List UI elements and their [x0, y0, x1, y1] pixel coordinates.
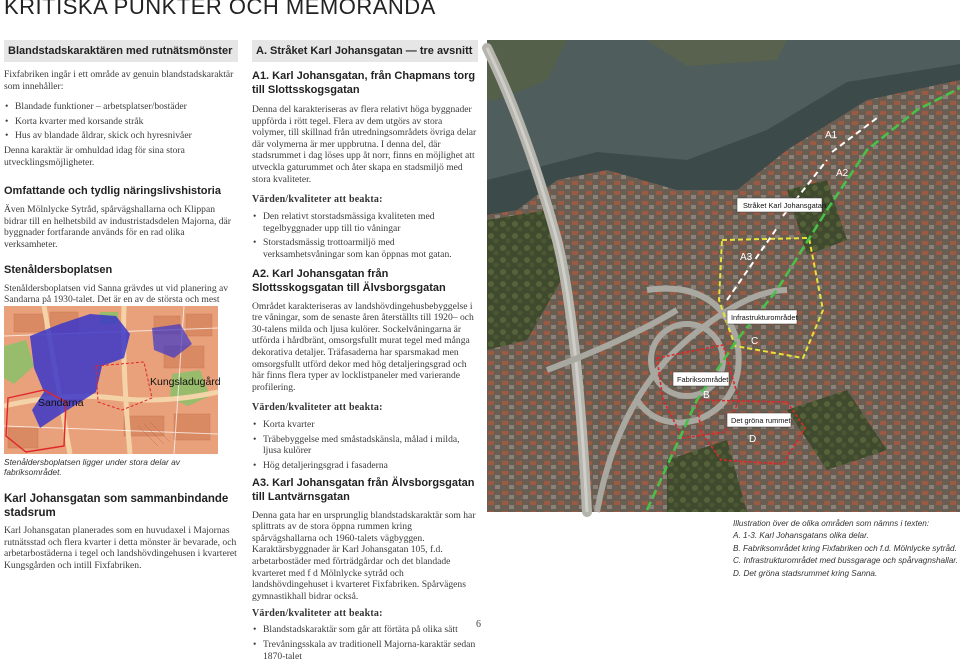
aerial-caption-line: Illustration över de olika områden som nämns i texten: [733, 519, 930, 528]
left-bullet-list [4, 101, 238, 142]
a3-bullet: • Trevåningsskala av traditionell Majorna-karaktär sedan 1870-talet [252, 639, 478, 662]
section-title-karl-johansgatan: Karl Johansgatan som sammanbindande stadsrum [4, 493, 229, 519]
a2-quality-heading: Värden/kvaliteter att beakta: [252, 402, 383, 414]
aerial-photo-graphic [487, 40, 960, 512]
left-bullet: • Korta kvarter med korsande stråk [4, 116, 238, 128]
left-column [4, 40, 238, 317]
left-bullet: • Hus av blandade åldrar, skick och hyresnivåer [4, 130, 238, 142]
map-label-kungsladugard: Kungsladugård [150, 376, 221, 388]
a2-bullet-list [252, 419, 478, 471]
label-straket: Stråket Karl Johansgatan [743, 201, 826, 210]
section-title-naringsliv: Omfattande och tydlig näringslivshistoria [4, 185, 221, 198]
map-caption: Stenåldersboplatsen ligger under stora delar av fabriksområdet. [4, 457, 180, 477]
a3-bullet: • Blandstadskaraktär som går att förtäta på olika sätt [252, 624, 478, 636]
section-title-stenalder: Stenåldersboplatsen [4, 263, 113, 276]
a2-bullet: • Hög detaljeringsgrad i fasaderna [252, 460, 478, 472]
a1-bullet: • Den relativt storstadsmässiga kvaliteten med tegelbyggnader upp till tio våningar [252, 211, 478, 234]
aerial-photo [487, 40, 960, 512]
stenalder-map [4, 306, 221, 454]
a1-title: A1. Karl Johansgatan, från Chapmans torg till Slottsskogsgatan [252, 70, 476, 96]
label-c: C [751, 336, 759, 347]
a3-title: A3. Karl Johansgatan från Älvsborgsgatan till Lantvärnsgatan [252, 476, 475, 503]
a1-bullet: • Storstadsmässig trottoarmiljö med verksamhetsvåningar som kan öppnas mot gatan. [252, 237, 478, 260]
label-d: D [749, 434, 757, 445]
aerial-caption-line: A. 1-3. Karl Johansgatans olika delar. [733, 531, 869, 541]
label-a1: A1 [825, 130, 838, 141]
label-a3: A3 [740, 252, 753, 263]
a2-title: A2. Karl Johansgatan från Slottsskogsgatan till Älvsborgsgatan [252, 267, 446, 294]
label-b: B [703, 390, 710, 401]
section-karl-johansgatan [4, 492, 238, 571]
left-band-title: Blandstadskaraktären med rutnätsmönster [4, 40, 238, 62]
left-intro: Fixfabriken ingår i ett område av genuin blandstadskaraktär som innehåller: [4, 69, 234, 92]
mid-band-title: A. Stråket Karl Johansgatan — tre avsnitt [252, 40, 478, 62]
left-bullet: • Blandade funktioner – arbetsplatser/bostäder [4, 101, 238, 113]
a2-text: Området karakteriseras av landshövdingehusbebyggelse i tre våningar, som de senaste åren återställts till 1920– och 30-talens milda och ljusa kulörer. Sockelvåningarna är utförda i hårdbränt, omsorgsfullt murat tegel med många dekorativa detaljer. Träfasaderna har sparsmakad men omsorgsfullt utförd dekor med hög detaljeringsgrad och här finns flera typer av locklistpaneler med varierande profilering. [252, 300, 474, 393]
label-infra: Infrastrukturområdet [731, 313, 798, 322]
section-text-naringsliv: Även Mölnlycke Sytråd, spårvägshallarna och Klippan bidrar till en helhetsbild av industristadsdelen Majorna, där byggnader fortfarande används för en rad olika verksamheter. [4, 204, 231, 250]
map-label-sandarna: Sandarna [38, 397, 84, 409]
aerial-caption [733, 518, 960, 580]
a1-bullet-list [252, 211, 478, 260]
label-grona: Det gröna rummet [731, 416, 791, 425]
a1-text: Denna del karakteriseras av flera relativt höga byggnader uppförda i rött tegel. Flera av dem utgörs av stora volymer, till skillnad från utredningsområdets övriga delar där volymerna är mer uppbrutna. I denna del, där stadsrummet i dag löses upp åt norr, finns en möjlighet att utveckla gaturummet och åter skapa en stadsmiljö med stora kvaliteter. [252, 104, 477, 185]
middle-column [252, 40, 478, 665]
a2-bullet: • Träbebyggelse med småstadskänsla, målad i milda, ljusa kulörer [252, 434, 478, 457]
a3-quality-heading: Värden/kvaliteter att beakta: [252, 608, 383, 620]
page-title: KRITISKA PUNKTER OCH MEMORANDA [4, 0, 436, 19]
aerial-caption-line: B. Fabriksområdet kring Fixfabriken och f.d. Mölnlycke sytråd. [733, 543, 957, 553]
section-text-karl-johansgatan: Karl Johansgatan planerades som en huvudaxel i Majornas rutnätsstad och flera kvarter i detta mönster är bevarade, och arbetarbostäderna i tegel och landshövdingehusen i kvarteret Kungsgården och intill Fixfabriken. [4, 525, 237, 571]
aerial-caption-line: C. Infrastrukturområdet med bussgarage och spårvagnshallar. [733, 556, 958, 566]
section-text-stenalder: Stenåldersboplatsen vid Sanna grävdes ut vid planering av Sandarna på 1930-talet. Det är en av de största och mest [4, 282, 229, 306]
left-bullets-after: Denna karaktär är omhuldad idag för sina stora utvecklingsmöjligheter. [4, 144, 185, 168]
aerial-caption-line: D. Det gröna stadsrummet kring Sanna. [733, 568, 878, 578]
label-fabrik: Fabriksområdet [677, 375, 729, 384]
a2-bullet: • Korta kvarter [252, 419, 478, 431]
page-number: 6 [476, 619, 481, 630]
a3-text: Denna gata har en ursprunglig blandstadskaraktär som har splittrats av de stora öppna rummen kring spårvägshallarna och 1960-talets vägbyggen. Karaktärsbyggnader är Karl Johansgatan 105, f.d. arbetarbostäder med förträdgårdar och det blandade kvarteret med f d Mölnlycke sytråd och landshövdingehuset i kvarteret Fixfabriken. Spårvägens gymnastikhall bidrar också. [252, 509, 476, 602]
a3-bullet-list [252, 624, 478, 662]
label-a2: A2 [836, 168, 849, 179]
a1-quality-heading: Värden/kvaliteter att beakta: [252, 194, 383, 206]
